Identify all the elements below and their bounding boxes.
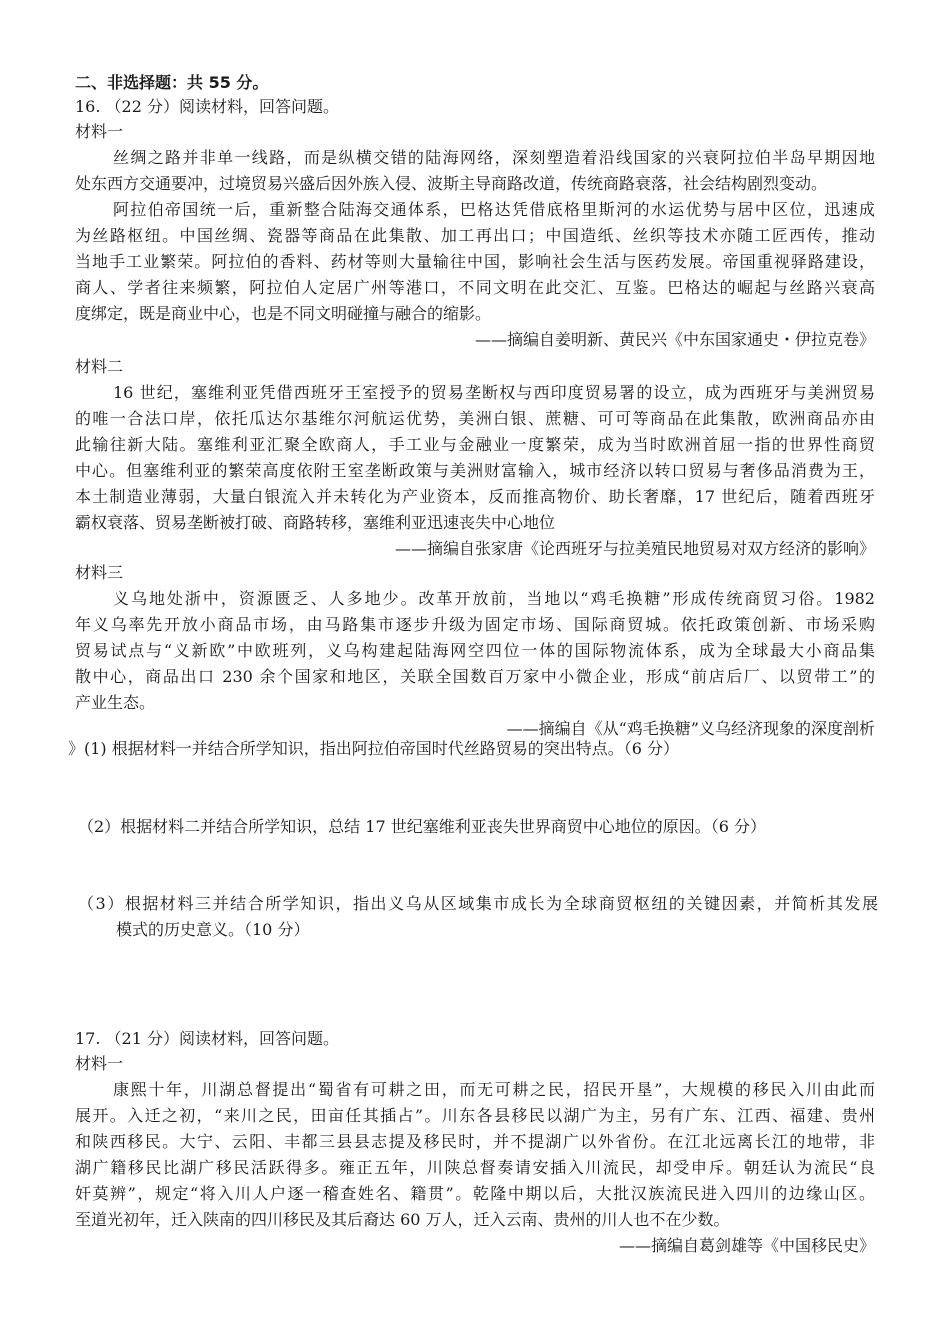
paragraph-line: 本土制造业薄弱，大量白银流入并未转化为产业资本，反而推高物价、助长奢靡，17 世纪后，随着西班牙 — [75, 487, 875, 506]
paragraph-line: 度绑定，既是商业中心，也是不同文明碰撞与融合的缩影。 — [75, 304, 492, 323]
paragraph-line: 奸莫辨”，规定“将入川人户逐一稽查姓名、籍贯”。乾隆中期以后，大批汉族流民进入四川的边缘山区。 — [75, 1184, 875, 1203]
citation: ——摘编自张家唐《论西班牙与拉美殖民地贸易对双方经济的影响》 — [394, 539, 875, 558]
question-17-heading: 17. （21 分）阅读材料，回答问题。 — [75, 1029, 339, 1048]
q16-question-3 — [78, 891, 878, 943]
q16-question-1 — [68, 736, 868, 762]
paragraph-line: 当地手工业繁荣。阿拉伯的香料、药材等则大量输往中国，影响社会生活与医药发展。帝国重视驿路建设， — [75, 252, 875, 271]
q17-material-1 — [75, 1051, 875, 1259]
paragraph-line: 商人、学者往来频繁，阿拉伯人定居广州等港口，不同文明在此交汇、互鉴。巴格达的崛起与丝路兴衰高 — [75, 278, 875, 297]
material-label: 材料三 — [75, 563, 124, 582]
q16-material-1 — [75, 119, 875, 353]
q16-material-3 — [75, 560, 875, 742]
paragraph-line: 中心。但塞维利亚的繁荣高度依附王室垄断政策与美洲财富输入，城市经济以转口贸易与奢侈品消费为王， — [75, 461, 875, 480]
citation: ——摘编自葛剑雄等《中国移民史》 — [618, 1236, 875, 1255]
material-label: 材料二 — [75, 357, 124, 376]
paragraph-line: 义乌地处浙中，资源匮乏、人多地少。改革开放前，当地以“鸡毛换糖”形成传统商贸习俗。1982 — [113, 589, 875, 608]
citation: ——摘编自《从“鸡毛换糖”义乌经济现象的深度剖析 — [506, 719, 875, 738]
paragraph-line: 湖广籍移民比湖广移民活跃得多。雍正五年，川陕总督奏请安插入川流民，却受申斥。朝廷认为流民“良 — [75, 1158, 875, 1177]
question-line: 》(1) 根据材料一并结合所学知识，指出阿拉伯帝国时代丝路贸易的突出特点。（6 分） — [68, 739, 680, 758]
paragraph-line: 展开。入迁之初，“来川之民，田亩任其插占”。川东各县移民以湖广为主，另有广东、江西、福建、贵州 — [75, 1106, 875, 1125]
question-16-heading: 16. （22 分）阅读材料，回答问题。 — [75, 97, 339, 116]
paragraph-line: 阿拉伯帝国统一后，重新整合陆海交通体系，巴格达凭借底格里斯河的水运优势与居中区位，迅速成 — [113, 200, 875, 219]
paragraph-line: 贸易试点与“义新欧”中欧班列，义乌构建起陆海网空四位一体的国际物流体系，成为全球最大小商品集 — [75, 641, 875, 660]
paragraph-line: 散中心，商品出口 230 余个国家和地区，关联全国数百万家中小微企业，形成“前店后厂、以贸带工”的 — [75, 667, 875, 686]
paragraph-line: 产业生态。 — [75, 693, 156, 712]
paragraph-line: 16 世纪，塞维利亚凭借西班牙王室授予的贸易垄断权与西印度贸易署的设立，成为西班牙与美洲贸易 — [113, 383, 875, 402]
paragraph-line: 至道光初年，迁入陕南的四川移民及其后裔达 60 万人，迁入云南、贵州的川人也不在少数。 — [75, 1210, 730, 1229]
paragraph-line: 霸权衰落、贸易垄断被打破、商路转移，塞维利亚迅速丧失中心地位 — [75, 513, 556, 532]
material-label: 材料一 — [75, 1054, 124, 1073]
paragraph-line: 年义乌率先开放小商品市场，由马路集市逐步升级为固定市场、国际商贸城。依托政策创新、市场采购 — [75, 615, 875, 634]
question-line: 模式的历史意义。（10 分） — [116, 920, 310, 939]
paragraph-line: 丝绸之路并非单一线路，而是纵横交错的陆海网络，深刻塑造着沿线国家的兴衰阿拉伯半岛早期因地 — [113, 148, 875, 167]
paragraph-line: 为丝路枢纽。中国丝绸、瓷器等商品在此集散、加工再出口；中国造纸、丝织等技术亦随工匠西传，推动 — [75, 226, 875, 245]
question-line: （2）根据材料二并结合所学知识，总结 17 世纪塞维利亚丧失世界商贸中心地位的原因。（6 分） — [78, 817, 766, 836]
paragraph-line: 的唯一合法口岸，依托瓜达尔基维尔河航运优势，美洲白银、蔗糖、可可等商品在此集散，欧洲商品亦由 — [75, 409, 875, 428]
paragraph-line: 康熙十年，川湖总督提出“蜀省有可耕之田，而无可耕之民，招民开垦”，大规模的移民入川由此而 — [113, 1080, 875, 1099]
paragraph-line: 和陕西移民。大宁、云阳、丰都三县县志提及移民时，并不提湖广以外省份。在江北远离长江的地带，非 — [75, 1132, 875, 1151]
material-label: 材料一 — [75, 122, 124, 141]
citation: ——摘编自姜明新、黄民兴《中东国家通史・伊拉克卷》 — [474, 330, 875, 349]
section-heading: 二、非选择题：共 55 分。 — [75, 73, 269, 92]
q16-question-2 — [78, 814, 878, 840]
q16-material-2 — [75, 354, 875, 562]
paragraph-line: 此输往新大陆。塞维利亚汇聚全欧商人，手工业与金融业一度繁荣，成为当时欧洲首屈一指的世界性商贸 — [75, 435, 875, 454]
question-line: （3）根据材料三并结合所学知识，指出义乌从区域集市成长为全球商贸枢纽的关键因素，并简析其发展 — [78, 894, 878, 913]
paragraph-line: 处东西方交通要冲，过境贸易兴盛后因外族入侵、波斯主导商路改道，传统商路衰落，社会结构剧烈变动。 — [75, 174, 828, 193]
